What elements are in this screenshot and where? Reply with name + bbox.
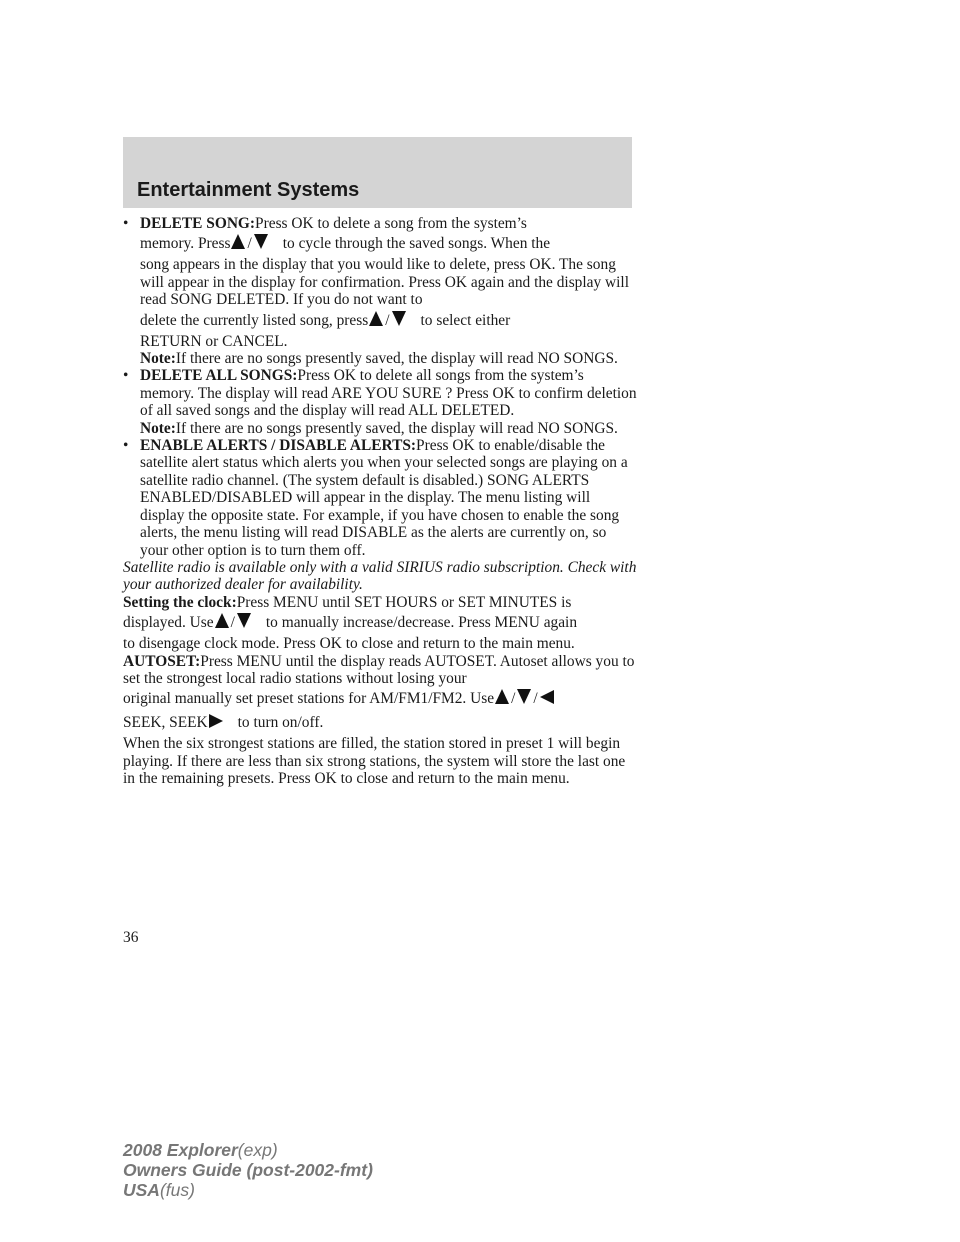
bullet-marker: • [123,437,129,455]
autoset-paragraph: AUTOSET:Press MENU until the display reads AUTOSET. Autoset allows you to set the strongest local radio stations without losing your original manually set preset stations for AM/FM1/FM2. Use / / SEEK, SEEK to turn on/off. When the six strongest stations are filled, the station stored in preset 1 will begin playing. If there are less than six strong stations, the system will store the last one in the remaining presets. Press OK to close and return to the main menu. [123,652,635,788]
note-delete-all: Note:If there are no songs presently saved, the display will read NO SONGS. [140,419,618,437]
setting-clock-label: Setting the clock: [123,593,237,611]
note-delete-song: Note:If there are no songs presently saved, the display will read NO SONGS. [140,350,618,368]
up-arrow-icon [369,311,383,326]
setting-clock-paragraph: Setting the clock:Press MENU until SET HOURS or SET MINUTES is displayed. Use / to manually increase/decrease. Press MENU again to disengage clock mode. Press OK to close and return to the main menu. [123,593,578,653]
bullet-alerts: • ENABLE ALERTS / DISABLE ALERTS:Press OK to enable/disable the satellite alert status which alerts you when your selected songs are playing on a satellite radio channel. (The system default is disabled.) SONG ALERTS ENABLED/DISABLED will appear in the display. The menu listing will display the opposite state. For example, if you have chosen to enable the song alerts, the menu listing will read DISABLE as the alerts are currently on, so your other option is to turn them off. [123,437,628,559]
up-arrow-icon [495,689,509,704]
page-content [123,215,638,788]
satellite-note: Satellite radio is available only with a valid SIRIUS radio subscription. Check with your authorized dealer for availability. [123,558,637,594]
section-title: Entertainment Systems [137,179,360,201]
document-footer: 2008 Explorer(exp) Owners Guide (post-2002-fmt) USA(fus) [123,1140,373,1200]
up-arrow-icon [215,613,229,628]
page-number: 36 [123,929,139,946]
bullet-marker: • [123,367,129,385]
term-delete-song: DELETE SONG: [140,215,256,232]
up-arrow-icon [231,234,245,249]
down-arrow-icon [237,613,251,628]
term-delete-all-songs: DELETE ALL SONGS: [140,367,298,385]
down-arrow-icon [392,311,406,326]
section-header [123,137,632,208]
autoset-label: AUTOSET: [123,652,201,670]
bullet-marker: • [123,215,129,232]
term-alerts: ENABLE ALERTS / DISABLE ALERTS: [140,437,417,455]
seek-right-icon [209,714,223,728]
bullet-delete-all-songs: • DELETE ALL SONGS:Press OK to delete all songs from the system’s memory. The display will read ARE YOU SURE ? Press OK to confirm deletion of all saved songs and the display will read ALL DELETED. Note:If there are no songs presently saved, the display will read NO SONGS. [123,367,637,437]
seek-left-icon [540,690,554,704]
down-arrow-icon [517,689,531,704]
down-arrow-icon [254,234,268,249]
bullet-delete-song: • DELETE SONG:Press OK to delete a song from the system’s memory. Press / to cycle through the saved songs. When the song appears in the display that you would like to delete, press OK. The song will appear in the display for confirmation. Press OK again and the display will read SONG DELETED. If you do not want to delete the currently listed song, press / to select either RETURN or CANCEL. Note:If there are no songs presently saved, the display will read NO SONGS. [123,215,638,367]
